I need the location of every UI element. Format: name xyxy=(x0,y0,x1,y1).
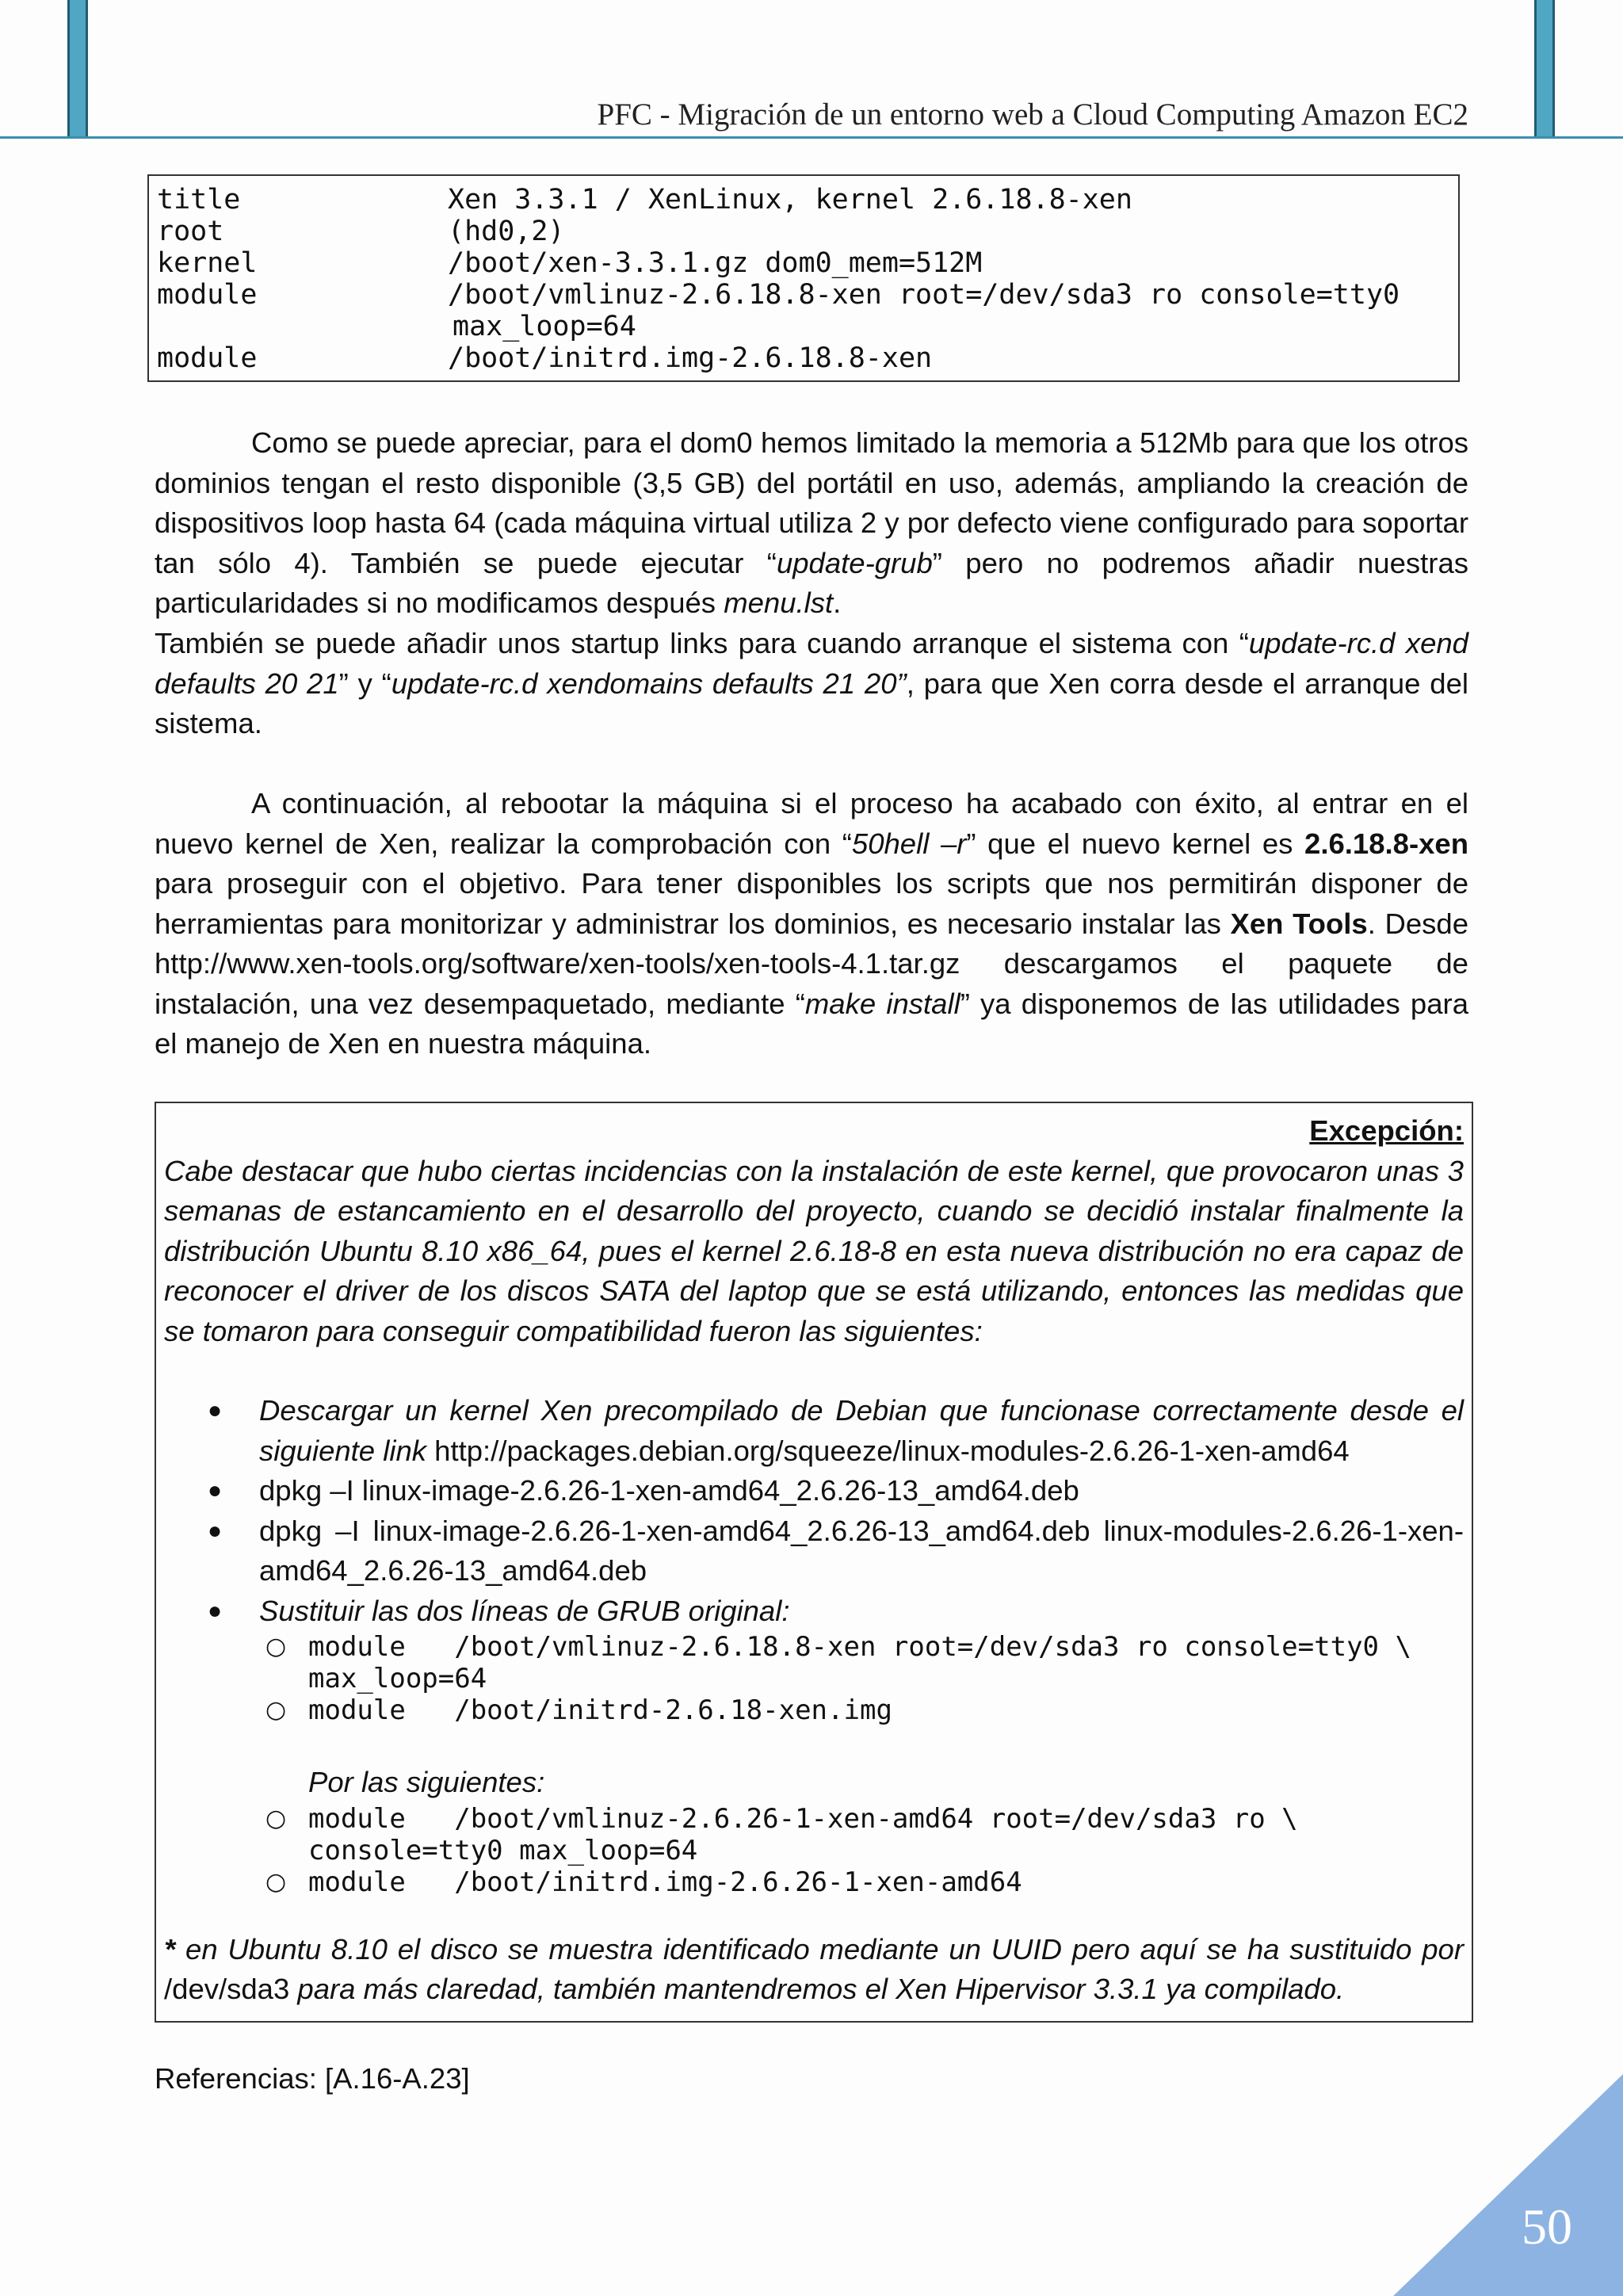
footnote-star: * xyxy=(164,1932,176,1966)
exception-title: Excepción: xyxy=(1309,1114,1464,1147)
text-run: También se puede añadir unos startup links para cuando arranque el sistema con “ xyxy=(155,627,1249,659)
paragraph-startup-links xyxy=(155,624,1468,744)
replacement-label: Por las siguientes: xyxy=(308,1766,545,1798)
text-run: ” ya disponemos de las utilidades para el manejo de Xen en nuestra máquina. xyxy=(155,987,1468,1060)
page-header-title: PFC - Migración de un entorno web a Cloud Computing Amazon EC2 xyxy=(597,97,1468,132)
old-grub-lines xyxy=(164,1631,1464,1726)
code-value: /boot/xen-3.3.1.gz dom0_mem=512M xyxy=(448,247,983,279)
text-run: . xyxy=(833,586,842,619)
code-value: /boot/vmlinuz-2.6.18.8-xen root=/dev/sda3 ro console=tty0 xyxy=(448,279,1400,311)
command-update-rc-xend: update-rc.d xend defaults 20 21 xyxy=(155,627,1468,700)
text-run: . Desde http://www.xen-tools.org/software/xen-tools/xen-tools-4.1.tar.gz descargamos el paquete de instalación, una vez desempaquetado, mediante “ xyxy=(155,907,1468,1020)
header-rule xyxy=(0,136,1623,139)
text-run: A continuación, al rebootar la máquina si el proceso ha acabado con éxito, al entrar en el nuevo kernel de Xen, realizar la comprobación con “ xyxy=(155,787,1468,860)
header-bar-left xyxy=(67,0,88,139)
list-item: ○ module /boot/initrd-2.6.18-xen.img xyxy=(164,1694,1464,1726)
page-corner-decoration xyxy=(1393,2074,1623,2296)
paragraph-dom0-memory xyxy=(155,423,1468,624)
list-item: ● dpkg –I linux-image-2.6.26-1-xen-amd64_2.6.26-13_amd64.deb xyxy=(164,1471,1464,1511)
text-run: para más claredad, también mantendremos el Xen Hipervisor 3.3.1 ya compilado. xyxy=(289,1973,1345,2005)
exception-box xyxy=(155,1102,1473,2023)
text-run: para proseguir con el objetivo. Para tener disponibles los scripts que nos permitirán disponer de herramientas para monitorizar y administrar los dominios, es necesario instalar las xyxy=(155,867,1468,940)
command-uname: 50hell –r xyxy=(851,827,967,860)
code-row xyxy=(157,342,1450,374)
debian-link: http://packages.debian.org/squeeze/linux-modules-2.6.26-1-xen-amd64 xyxy=(426,1434,1350,1467)
code-key: module xyxy=(157,279,258,311)
text-run: en Ubuntu 8.10 el disco se muestra identificado mediante un UUID pero aquí se ha sustituido por xyxy=(175,1932,1464,1966)
exception-intro: Cabe destacar que hubo ciertas incidencias con la instalación de este kernel, que provocaron unas 3 semanas de estancamiento en el desarrollo del proyecto, cuando se decidió instalar finalmente la distribución Ubuntu 8.10 x86_64, pues el kernel 2.6.18-8 en esta nueva distribución no era capaz de reconocer el driver de los discos SATA del laptop que se está utilizando, entonces las medidas que se tomaron para conseguir compatibilidad fueron las siguientes: xyxy=(164,1154,1464,1347)
file-menu-lst: menu.lst xyxy=(724,586,834,619)
code-value: /boot/initrd.img-2.6.18.8-xen xyxy=(448,342,933,374)
list-item xyxy=(164,1591,1464,1632)
text-run: , para que Xen corra desde el arranque del sistema. xyxy=(155,667,1468,739)
header-bar-right xyxy=(1534,0,1555,139)
list-item: ○ module /boot/initrd.img-2.6.26-1-xen-amd64 xyxy=(164,1866,1464,1898)
page-number: 50 xyxy=(1522,2199,1572,2255)
code-row xyxy=(157,247,1450,279)
code-key: kernel xyxy=(157,247,258,279)
text-run: ” que el nuevo kernel es xyxy=(966,827,1305,860)
paragraph-xen-tools xyxy=(155,784,1468,1064)
command-update-grub: update-grub xyxy=(776,546,933,579)
references: Referencias: [A.16-A.23] xyxy=(155,2062,470,2095)
code-key: root xyxy=(157,216,224,247)
xen-tools-term: Xen Tools xyxy=(1230,907,1368,940)
list-item: ● dpkg –I linux-image-2.6.26-1-xen-amd64_2.6.26-13_amd64.deb linux-modules-2.6.26-1-xen-amd64_2.6.26-13_amd64.deb xyxy=(164,1511,1464,1591)
exception-footnote xyxy=(164,1930,1464,2010)
code-value: Xen 3.3.1 / XenLinux, kernel 2.6.18.8-xen xyxy=(448,184,1132,216)
list-item: ○ module /boot/vmlinuz-2.6.18.8-xen root=/dev/sda3 ro console=tty0 \ max_loop=64 xyxy=(164,1631,1464,1694)
text-run: Descargar un kernel Xen precompilado de Debian que funcionase correctamente desde el siguiente link xyxy=(259,1394,1464,1467)
grub-config-box xyxy=(147,174,1460,382)
device-path: /dev/sda3 xyxy=(164,1973,290,2005)
code-value: (hd0,2) xyxy=(448,216,565,247)
code-continuation: max_loop=64 xyxy=(453,311,636,342)
code-row xyxy=(157,184,1450,216)
text-run: ” pero no podremos añadir nuestras particularidades si no modificamos después xyxy=(155,546,1468,619)
measures-list xyxy=(164,1391,1464,1631)
list-item xyxy=(164,1391,1464,1471)
kernel-version: 2.6.18.8-xen xyxy=(1304,827,1469,860)
code-key: title xyxy=(157,184,241,216)
text-run: Sustituir las dos líneas de GRUB original: xyxy=(259,1594,790,1627)
text-run: ” y “ xyxy=(338,667,391,700)
text-run: Como se puede apreciar, para el dom0 hemos limitado la memoria a 512Mb para que los otros dominios tengan el resto disponible (3,5 GB) del portátil en uso, además, ampliando la creación de dispositivos loop hasta 64 (cada máquina virtual utiliza 2 y por defecto viene configurado para soportar tan sólo 4). También se puede ejecutar “ xyxy=(155,426,1468,579)
list-item: ○ module /boot/vmlinuz-2.6.26-1-xen-amd64 root=/dev/sda3 ro \ console=tty0 max_loop=64 xyxy=(164,1803,1464,1866)
code-key: module xyxy=(157,342,258,374)
code-row xyxy=(157,216,1450,247)
new-grub-lines xyxy=(164,1803,1464,1898)
command-update-rc-xendomains: update-rc.d xendomains defaults 21 20” xyxy=(391,667,907,700)
code-row xyxy=(157,279,1450,311)
command-make-install: make install xyxy=(804,987,960,1020)
